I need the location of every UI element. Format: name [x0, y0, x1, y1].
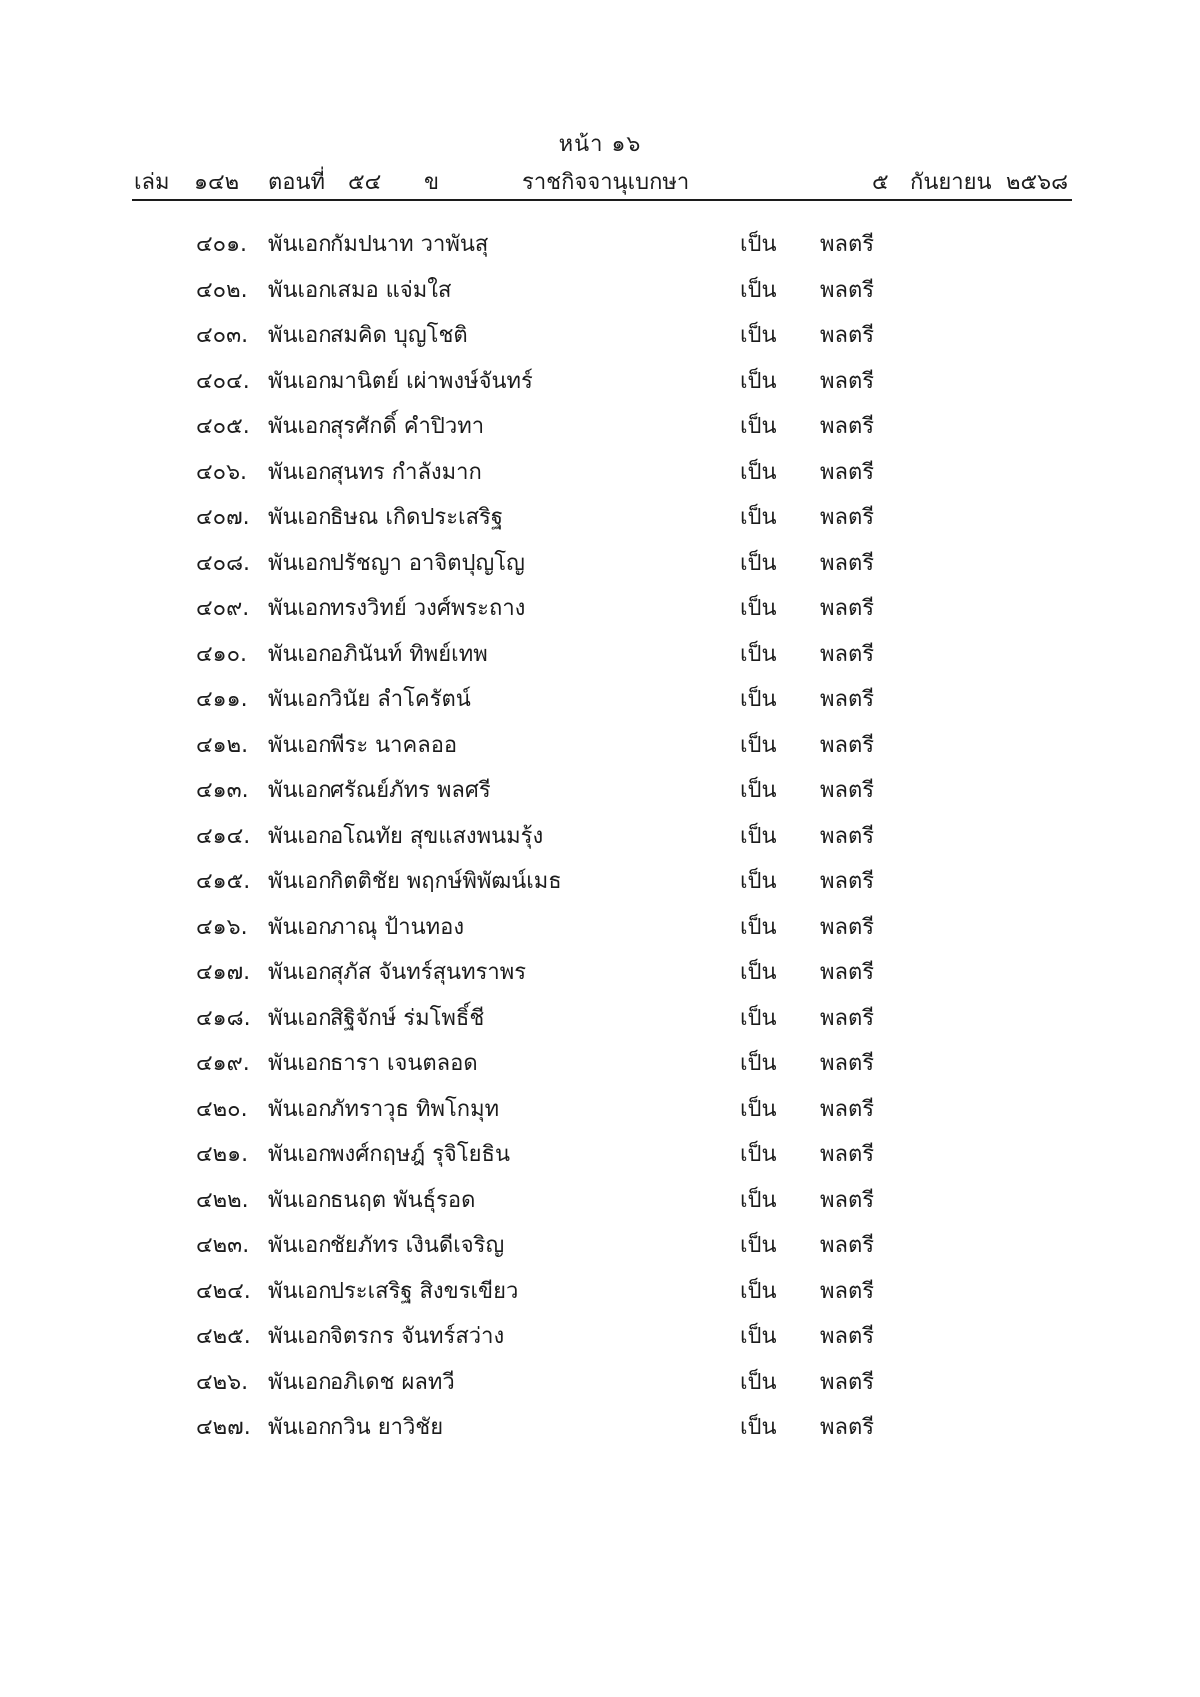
entry-as-label: เป็น — [740, 778, 777, 803]
gazette-name: ราชกิจจานุเบกษา — [522, 170, 690, 195]
entry-person-name: ภาณุ ป้านทอง — [330, 914, 465, 940]
entry-current-rank: พันเอก — [268, 550, 332, 576]
entry-person-name: มานิตย์ เผ่าพงษ์จันทร์ — [330, 368, 533, 394]
list-item — [0, 772, 1200, 818]
list-item — [0, 226, 1200, 272]
list-item — [0, 1136, 1200, 1182]
entry-new-rank: พลตรี — [820, 1187, 875, 1213]
list-item — [0, 863, 1200, 909]
entry-current-rank: พันเอก — [268, 1142, 332, 1167]
entry-person-name: สุรศักดิ์ คำปิวทา — [330, 414, 485, 439]
entry-as-label: เป็น — [740, 1278, 777, 1304]
entry-current-rank: พันเอก — [268, 505, 332, 530]
list-item — [0, 818, 1200, 864]
entry-as-label: เป็น — [740, 368, 777, 394]
entry-number: ๔๐๓. — [196, 323, 249, 348]
entry-number: ๔๒๒. — [196, 1187, 249, 1213]
entry-new-rank: พลตรี — [820, 960, 875, 985]
issue-label: ตอนที่ — [268, 170, 326, 195]
list-item — [0, 1091, 1200, 1137]
gazette-header — [134, 164, 1070, 194]
entry-new-rank: พลตรี — [820, 687, 875, 712]
entry-number: ๔๑๘. — [196, 1005, 251, 1031]
list-item — [0, 590, 1200, 636]
entry-current-rank: พันเอก — [268, 1233, 332, 1258]
list-item — [0, 636, 1200, 682]
entry-number: ๔๒๖. — [196, 1369, 249, 1395]
entry-number: ๔๒๓. — [196, 1233, 250, 1258]
entry-as-label: เป็น — [740, 550, 777, 576]
entry-person-name: สิฐิจักษ์ ร่มโพธิ์ชี — [330, 1005, 485, 1031]
entry-person-name: ประเสริฐ สิงขรเขียว — [330, 1278, 519, 1304]
entry-person-name: สุภัส จันทร์สุนทราพร — [330, 960, 527, 985]
entry-current-rank: พันเอก — [268, 1005, 332, 1031]
list-item — [0, 1000, 1200, 1046]
date-day: ๕ — [872, 170, 889, 195]
entry-number: ๔๑๒. — [196, 732, 249, 758]
entry-number: ๔๐๔. — [196, 368, 250, 394]
entry-person-name: ภัทราวุธ ทิพโกมุท — [330, 1096, 500, 1122]
list-item — [0, 272, 1200, 318]
entry-as-label: เป็น — [740, 1187, 777, 1213]
entry-new-rank: พลตรี — [820, 232, 875, 257]
entry-person-name: อโณทัย สุขแสงพนมรุ้ง — [330, 823, 544, 849]
entry-as-label: เป็น — [740, 1233, 777, 1258]
entry-person-name: สมคิด บุญโชติ — [330, 323, 468, 348]
header-divider — [132, 199, 1072, 201]
entry-number: ๔๒๐. — [196, 1096, 248, 1122]
entry-person-name: เสมอ แจ่มใส — [330, 277, 452, 303]
entry-number: ๔๐๗. — [196, 505, 250, 530]
entry-new-rank: พลตรี — [820, 641, 875, 667]
entry-person-name: ศรัณย์ภัทร พลศรี — [330, 778, 491, 803]
list-item — [0, 1318, 1200, 1364]
list-item — [0, 454, 1200, 500]
entry-number: ๔๑๖. — [196, 914, 248, 940]
entry-new-rank: พลตรี — [820, 1324, 875, 1349]
entry-new-rank: พลตรี — [820, 1233, 875, 1258]
entry-current-rank: พันเอก — [268, 1051, 332, 1076]
entry-person-name: ทรงวิทย์ วงศ์พระถาง — [330, 596, 526, 621]
entry-as-label: เป็น — [740, 823, 777, 849]
entry-person-name: กวิน ยาวิชัย — [330, 1415, 444, 1440]
entry-current-rank: พันเอก — [268, 1415, 332, 1440]
entry-new-rank: พลตรี — [820, 1051, 875, 1076]
entry-as-label: เป็น — [740, 1415, 777, 1440]
entry-current-rank: พันเอก — [268, 232, 332, 257]
entry-new-rank: พลตรี — [820, 505, 875, 530]
entry-new-rank: พลตรี — [820, 459, 875, 485]
entry-current-rank: พันเอก — [268, 414, 332, 439]
entry-number: ๔๒๕. — [196, 1324, 251, 1349]
entry-as-label: เป็น — [740, 1369, 777, 1395]
entry-number: ๔๒๑. — [196, 1142, 249, 1167]
entry-as-label: เป็น — [740, 732, 777, 758]
list-item — [0, 954, 1200, 1000]
entry-current-rank: พันเอก — [268, 687, 332, 712]
entry-number: ๔๐๑. — [196, 232, 248, 257]
entry-as-label: เป็น — [740, 1005, 777, 1031]
entry-current-rank: พันเอก — [268, 869, 332, 894]
entry-current-rank: พันเอก — [268, 1187, 332, 1213]
entry-new-rank: พลตรี — [820, 823, 875, 849]
entry-person-name: ธนฤต พันธุ์รอด — [330, 1187, 476, 1213]
list-item — [0, 317, 1200, 363]
entry-new-rank: พลตรี — [820, 550, 875, 576]
entry-number: ๔๐๒. — [196, 277, 248, 303]
entry-number: ๔๑๙. — [196, 1051, 250, 1076]
entry-person-name: อภินันท์ ทิพย์เทพ — [330, 641, 488, 667]
entry-as-label: เป็น — [740, 641, 777, 667]
entry-person-name: พีระ นาคลออ — [330, 732, 458, 758]
entry-new-rank: พลตรี — [820, 323, 875, 348]
entry-as-label: เป็น — [740, 505, 777, 530]
list-item — [0, 363, 1200, 409]
date-month: กันยายน — [910, 170, 992, 195]
page-number: หน้า ๑๖ — [558, 132, 642, 157]
entry-new-rank: พลตรี — [820, 732, 875, 758]
list-item — [0, 1045, 1200, 1091]
entry-as-label: เป็น — [740, 596, 777, 621]
list-item — [0, 681, 1200, 727]
promotion-list — [0, 226, 1200, 1455]
entry-new-rank: พลตรี — [820, 368, 875, 394]
entry-new-rank: พลตรี — [820, 1005, 875, 1031]
entry-number: ๔๒๗. — [196, 1415, 251, 1440]
entry-number: ๔๑๓. — [196, 778, 249, 803]
list-item — [0, 408, 1200, 454]
entry-new-rank: พลตรี — [820, 869, 875, 894]
entry-new-rank: พลตรี — [820, 1415, 875, 1440]
entry-number: ๔๐๘. — [196, 550, 251, 576]
list-item — [0, 499, 1200, 545]
entry-current-rank: พันเอก — [268, 732, 332, 758]
volume-label: เล่ม — [134, 170, 170, 195]
entry-as-label: เป็น — [740, 1324, 777, 1349]
entry-new-rank: พลตรี — [820, 1142, 875, 1167]
entry-current-rank: พันเอก — [268, 277, 332, 303]
entry-person-name: พงศ์กฤษฎ์ รุจิโยธิน — [330, 1142, 510, 1167]
entry-person-name: กิตติชัย พฤกษ์พิพัฒน์เมธ — [330, 869, 562, 894]
entry-person-name: จิตรกร จันทร์สว่าง — [330, 1324, 505, 1349]
entry-as-label: เป็น — [740, 232, 777, 257]
list-item — [0, 727, 1200, 773]
entry-current-rank: พันเอก — [268, 1096, 332, 1122]
entry-person-name: อภิเดช ผลทวี — [330, 1369, 455, 1395]
list-item — [0, 1182, 1200, 1228]
entry-new-rank: พลตรี — [820, 1369, 875, 1395]
entry-current-rank: พันเอก — [268, 823, 332, 849]
entry-as-label: เป็น — [740, 687, 777, 712]
entry-current-rank: พันเอก — [268, 641, 332, 667]
list-item — [0, 909, 1200, 955]
entry-current-rank: พันเอก — [268, 960, 332, 985]
entry-person-name: ปรัชญา อาจิตปุญโญ — [330, 550, 525, 576]
entry-number: ๔๑๐. — [196, 641, 248, 667]
entry-number: ๔๑๑. — [196, 687, 248, 712]
issue-number: ๕๔ — [348, 170, 382, 195]
entry-current-rank: พันเอก — [268, 1278, 332, 1304]
entry-number: ๔๒๔. — [196, 1278, 251, 1304]
volume-number: ๑๔๒ — [194, 170, 240, 195]
entry-new-rank: พลตรี — [820, 1278, 875, 1304]
entry-as-label: เป็น — [740, 914, 777, 940]
entry-as-label: เป็น — [740, 1051, 777, 1076]
entry-number: ๔๐๖. — [196, 459, 248, 485]
entry-new-rank: พลตรี — [820, 414, 875, 439]
entry-as-label: เป็น — [740, 414, 777, 439]
entry-new-rank: พลตรี — [820, 778, 875, 803]
entry-as-label: เป็น — [740, 869, 777, 894]
entry-person-name: กัมปนาท วาพันสุ — [330, 232, 489, 257]
entry-person-name: ธิษณ เกิดประเสริฐ — [330, 505, 503, 530]
date-year: ๒๕๖๘ — [1006, 170, 1069, 195]
entry-current-rank: พันเอก — [268, 596, 332, 621]
entry-number: ๔๑๗. — [196, 960, 251, 985]
entry-current-rank: พันเอก — [268, 323, 332, 348]
entry-as-label: เป็น — [740, 960, 777, 985]
entry-current-rank: พันเอก — [268, 778, 332, 803]
entry-as-label: เป็น — [740, 277, 777, 303]
entry-new-rank: พลตรี — [820, 1096, 875, 1122]
entry-new-rank: พลตรี — [820, 277, 875, 303]
entry-current-rank: พันเอก — [268, 914, 332, 940]
entry-as-label: เป็น — [740, 1142, 777, 1167]
entry-number: ๔๑๕. — [196, 869, 251, 894]
list-item — [0, 1227, 1200, 1273]
entry-person-name: สุนทร กำลังมาก — [330, 459, 482, 485]
entry-person-name: ชัยภัทร เงินดีเจริญ — [330, 1233, 505, 1258]
entry-as-label: เป็น — [740, 323, 777, 348]
list-item — [0, 1364, 1200, 1410]
section-letter: ข — [424, 170, 440, 195]
entry-number: ๔๐๙. — [196, 596, 250, 621]
entry-number: ๔๐๕. — [196, 414, 250, 439]
entry-current-rank: พันเอก — [268, 459, 332, 485]
list-item — [0, 545, 1200, 591]
entry-person-name: ธารา เจนตลอด — [330, 1051, 478, 1076]
entry-new-rank: พลตรี — [820, 914, 875, 940]
entry-as-label: เป็น — [740, 459, 777, 485]
list-item — [0, 1273, 1200, 1319]
entry-current-rank: พันเอก — [268, 1324, 332, 1349]
entry-current-rank: พันเอก — [268, 368, 332, 394]
entry-as-label: เป็น — [740, 1096, 777, 1122]
entry-number: ๔๑๔. — [196, 823, 251, 849]
entry-new-rank: พลตรี — [820, 596, 875, 621]
entry-person-name: วินัย ลำโครัตน์ — [330, 687, 471, 712]
entry-current-rank: พันเอก — [268, 1369, 332, 1395]
list-item — [0, 1409, 1200, 1455]
